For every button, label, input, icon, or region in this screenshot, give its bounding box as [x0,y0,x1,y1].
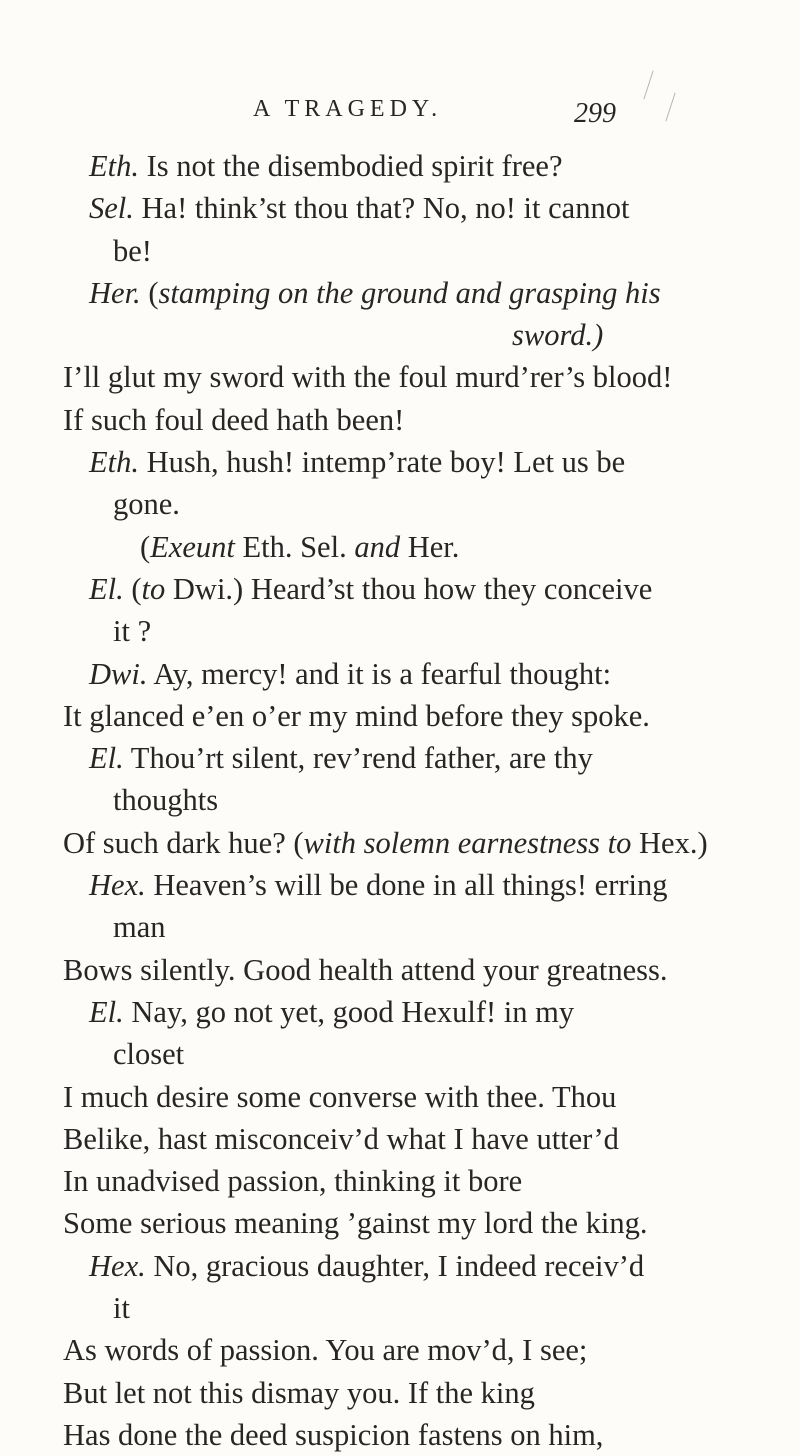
line-text: Some serious meaning ’gainst my lord the king. [63,1206,648,1241]
line-text: Hush, hush! intemp’rate boy! Let us be [138,445,626,480]
line-text: Thou’rt silent, rev’rend father, are thy [123,741,593,776]
line-text: be! [113,233,152,268]
line-text: it [113,1291,130,1326]
line-text: man [113,910,166,945]
line-text: Of such dark hue? ( [63,825,304,860]
line-text: Ay, mercy! and it is a fearful thought: [147,656,612,691]
line-text: ( [140,529,151,564]
line-text: Hex.) [631,825,708,860]
line-text: Her. [400,529,460,564]
text-line [0,1202,800,1244]
text-line [0,145,800,187]
text-line [0,737,800,779]
line-text: Nay, go not yet, good Hexulf! in my [123,994,575,1029]
text-line [0,483,800,525]
speaker-name: El. [89,994,124,1029]
line-text: Dwi.) Heard’st thou how they conceive [165,571,653,606]
margin-mark [665,93,675,122]
text-line [0,610,800,652]
line-text: But let not this dismay you. If the king [63,1375,535,1410]
line-text: it ? [113,614,152,649]
page-number: 299 [574,98,616,129]
line-text: Ha! think’st thou that? No, no! it cannot [133,191,630,226]
speaker-name: Eth. [89,149,139,183]
line-text: As words of passion. You are mov’d, I see; [63,1333,588,1368]
line-text: ( [140,275,159,310]
speaker-name: Sel. [89,191,134,226]
line-text: Bows silently. Good health attend your greatness. [63,952,668,987]
text-line [0,695,800,737]
margin-mark [643,71,653,100]
line-text: ( [123,571,142,606]
text-line [0,526,800,568]
speaker-name: El. [89,741,124,776]
line-text: In unadvised passion, thinking it bore [63,1164,523,1199]
text-line [0,779,800,821]
line-text: Is not the disembodied spirit free? [138,149,563,183]
text-line [0,187,800,229]
stage-direction: Exeunt [150,529,235,564]
line-text: gone. [113,487,180,522]
line-text: Eth. Sel. [234,529,355,564]
text-line [0,864,800,906]
text-line [0,1033,800,1075]
text-line [0,1245,800,1287]
text-line [0,314,800,356]
play-text [0,145,800,1456]
stage-direction: sword.) [512,318,604,353]
text-line [0,356,800,398]
speaker-name: Her. [89,275,141,310]
text-line [0,991,800,1033]
text-line [0,1414,800,1456]
line-text: No, gracious daughter, I indeed receiv’d [145,1248,645,1283]
line-text: Has done the deed suspicion fastens on him, [63,1417,604,1452]
text-line [0,1160,800,1202]
line-text: closet [113,1037,185,1072]
stage-direction: stamping on the ground and grasping his [158,275,661,310]
text-line [0,906,800,948]
text-line [0,441,800,483]
stage-direction: to [141,571,166,606]
text-line [0,653,800,695]
stage-direction: with solemn earnestness to [303,825,632,860]
speaker-name: El. [89,571,124,606]
text-line [0,1329,800,1371]
stage-direction: and [354,529,401,564]
speaker-name: Hex. [89,868,146,903]
text-line [0,1076,800,1118]
text-line [0,230,800,272]
text-line [0,568,800,610]
speaker-name: Eth. [89,445,139,480]
line-text: If such foul deed hath been! [63,402,405,437]
text-line [0,272,800,314]
line-text: I much desire some converse with thee. Thou [63,1079,617,1114]
text-line [0,822,800,864]
line-text: It glanced e’en o’er my mind before they spoke. [63,698,650,733]
text-line [0,1372,800,1414]
running-head: A TRAGEDY. [253,96,443,122]
line-text: I’ll glut my sword with the foul murd’rer’s blood! [63,360,673,395]
line-text: thoughts [113,783,219,818]
text-line [0,1287,800,1329]
text-line [0,1118,800,1160]
text-line [0,399,800,441]
line-text: Belike, hast misconceiv’d what I have utter’d [63,1121,619,1156]
line-text: Heaven’s will be done in all things! erring [145,868,668,903]
speaker-name: Hex. [89,1248,146,1283]
text-line [0,949,800,991]
speaker-name: Dwi. [89,656,148,691]
